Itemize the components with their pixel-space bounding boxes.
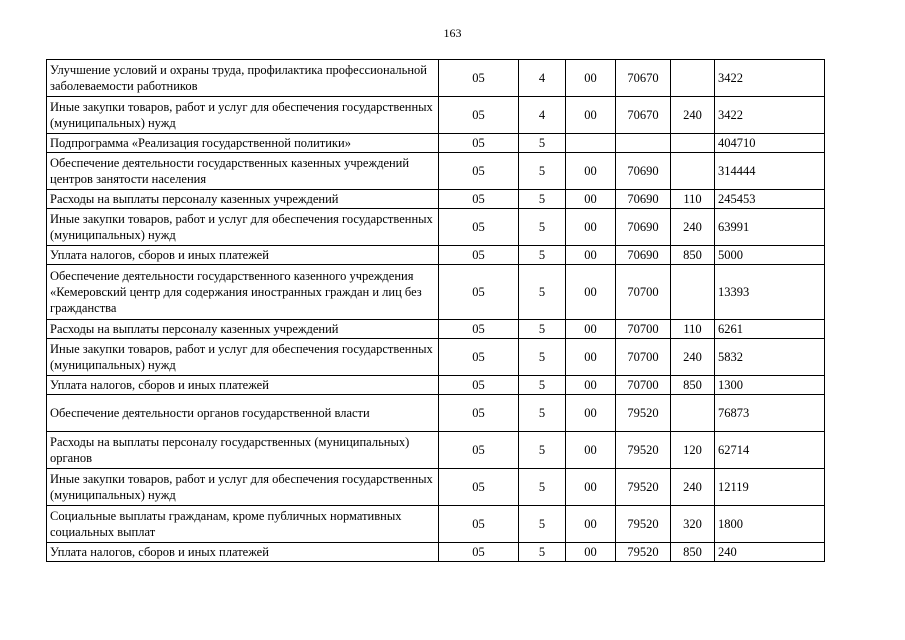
table-row	[47, 339, 825, 376]
type-cell: 120	[671, 432, 715, 469]
code-cell: 70700	[616, 339, 671, 376]
section-cell: 05	[439, 432, 519, 469]
program-cell: 00	[566, 209, 616, 246]
amount-cell: 3422	[715, 60, 825, 97]
page-number: 163	[443, 26, 462, 40]
subsection-cell: 5	[519, 209, 566, 246]
section-cell: 05	[439, 320, 519, 339]
section-cell: 05	[439, 209, 519, 246]
type-cell	[671, 60, 715, 97]
subsection-cell: 5	[519, 134, 566, 153]
section-cell: 05	[439, 97, 519, 134]
table-row	[47, 265, 825, 320]
program-cell: 00	[566, 432, 616, 469]
type-cell: 850	[671, 543, 715, 562]
code-cell: 70700	[616, 376, 671, 395]
code-cell: 70670	[616, 97, 671, 134]
amount-cell: 1300	[715, 376, 825, 395]
table-row	[47, 376, 825, 395]
row-name: Обеспечение деятельности государственного казенного учреждения «Кемеровский центр для содержания иностранных граждан и лиц без гражданства	[47, 265, 439, 320]
subsection-cell: 5	[519, 246, 566, 265]
row-name: Расходы на выплаты персоналу государственных (муниципальных) органов	[47, 432, 439, 469]
type-cell: 240	[671, 97, 715, 134]
subsection-cell: 5	[519, 376, 566, 395]
amount-cell: 314444	[715, 153, 825, 190]
program-cell: 00	[566, 265, 616, 320]
section-cell: 05	[439, 469, 519, 506]
code-cell: 79520	[616, 543, 671, 562]
row-name: Расходы на выплаты персоналу казенных учреждений	[47, 320, 439, 339]
type-cell: 850	[671, 246, 715, 265]
type-cell	[671, 153, 715, 190]
table-row	[47, 469, 825, 506]
amount-cell: 245453	[715, 190, 825, 209]
section-cell: 05	[439, 60, 519, 97]
table-row	[47, 209, 825, 246]
amount-cell: 5000	[715, 246, 825, 265]
code-cell: 70690	[616, 209, 671, 246]
type-cell: 240	[671, 339, 715, 376]
amount-cell: 6261	[715, 320, 825, 339]
program-cell: 00	[566, 153, 616, 190]
row-name: Уплата налогов, сборов и иных платежей	[47, 246, 439, 265]
amount-cell: 1800	[715, 506, 825, 543]
row-name: Уплата налогов, сборов и иных платежей	[47, 376, 439, 395]
section-cell: 05	[439, 543, 519, 562]
program-cell: 00	[566, 190, 616, 209]
subsection-cell: 4	[519, 60, 566, 97]
amount-cell: 13393	[715, 265, 825, 320]
type-cell: 240	[671, 469, 715, 506]
table-row	[47, 543, 825, 562]
program-cell: 00	[566, 339, 616, 376]
subsection-cell: 4	[519, 97, 566, 134]
amount-cell: 5832	[715, 339, 825, 376]
code-cell: 79520	[616, 395, 671, 432]
code-cell: 70690	[616, 246, 671, 265]
program-cell: 00	[566, 60, 616, 97]
program-cell: 00	[566, 320, 616, 339]
type-cell	[671, 395, 715, 432]
type-cell	[671, 134, 715, 153]
type-cell: 850	[671, 376, 715, 395]
row-name: Обеспечение деятельности государственных казенных учреждений центров занятости населения	[47, 153, 439, 190]
table-row	[47, 190, 825, 209]
program-cell: 00	[566, 543, 616, 562]
row-name: Расходы на выплаты персоналу казенных учреждений	[47, 190, 439, 209]
subsection-cell: 5	[519, 190, 566, 209]
type-cell: 110	[671, 190, 715, 209]
subsection-cell: 5	[519, 543, 566, 562]
row-name: Иные закупки товаров, работ и услуг для обеспечения государственных (муниципальных) нужд	[47, 209, 439, 246]
type-cell: 240	[671, 209, 715, 246]
program-cell	[566, 134, 616, 153]
code-cell: 79520	[616, 506, 671, 543]
row-name: Подпрограмма «Реализация государственной политики»	[47, 134, 439, 153]
table-row	[47, 395, 825, 432]
amount-cell: 404710	[715, 134, 825, 153]
row-name: Уплата налогов, сборов и иных платежей	[47, 543, 439, 562]
section-cell: 05	[439, 506, 519, 543]
type-cell: 320	[671, 506, 715, 543]
amount-cell: 240	[715, 543, 825, 562]
row-name: Социальные выплаты гражданам, кроме публичных нормативных социальных выплат	[47, 506, 439, 543]
table-row	[47, 320, 825, 339]
subsection-cell: 5	[519, 320, 566, 339]
subsection-cell: 5	[519, 432, 566, 469]
amount-cell: 63991	[715, 209, 825, 246]
table-row	[47, 246, 825, 265]
section-cell: 05	[439, 265, 519, 320]
code-cell: 70700	[616, 265, 671, 320]
table-row	[47, 153, 825, 190]
subsection-cell: 5	[519, 153, 566, 190]
code-cell: 79520	[616, 432, 671, 469]
type-cell: 110	[671, 320, 715, 339]
code-cell: 70690	[616, 153, 671, 190]
table-row	[47, 97, 825, 134]
program-cell: 00	[566, 506, 616, 543]
code-cell: 70700	[616, 320, 671, 339]
row-name: Иные закупки товаров, работ и услуг для обеспечения государственных (муниципальных) нужд	[47, 339, 439, 376]
program-cell: 00	[566, 246, 616, 265]
amount-cell: 62714	[715, 432, 825, 469]
row-name: Улучшение условий и охраны труда, профилактика профессиональной заболеваемости работников	[47, 60, 439, 97]
code-cell: 70670	[616, 60, 671, 97]
section-cell: 05	[439, 395, 519, 432]
program-cell: 00	[566, 376, 616, 395]
section-cell: 05	[439, 134, 519, 153]
code-cell: 79520	[616, 469, 671, 506]
table-row	[47, 432, 825, 469]
program-cell: 00	[566, 469, 616, 506]
budget-table	[46, 59, 825, 562]
table-row	[47, 506, 825, 543]
section-cell: 05	[439, 246, 519, 265]
section-cell: 05	[439, 153, 519, 190]
table-row	[47, 60, 825, 97]
section-cell: 05	[439, 339, 519, 376]
type-cell	[671, 265, 715, 320]
row-name: Обеспечение деятельности органов государственной власти	[47, 395, 439, 432]
subsection-cell: 5	[519, 339, 566, 376]
program-cell: 00	[566, 395, 616, 432]
amount-cell: 12119	[715, 469, 825, 506]
subsection-cell: 5	[519, 395, 566, 432]
code-cell: 70690	[616, 190, 671, 209]
table-row	[47, 134, 825, 153]
code-cell	[616, 134, 671, 153]
subsection-cell: 5	[519, 506, 566, 543]
section-cell: 05	[439, 376, 519, 395]
subsection-cell: 5	[519, 265, 566, 320]
amount-cell: 76873	[715, 395, 825, 432]
row-name: Иные закупки товаров, работ и услуг для обеспечения государственных (муниципальных) нужд	[47, 469, 439, 506]
amount-cell: 3422	[715, 97, 825, 134]
row-name: Иные закупки товаров, работ и услуг для обеспечения государственных (муниципальных) нужд	[47, 97, 439, 134]
subsection-cell: 5	[519, 469, 566, 506]
program-cell: 00	[566, 97, 616, 134]
section-cell: 05	[439, 190, 519, 209]
